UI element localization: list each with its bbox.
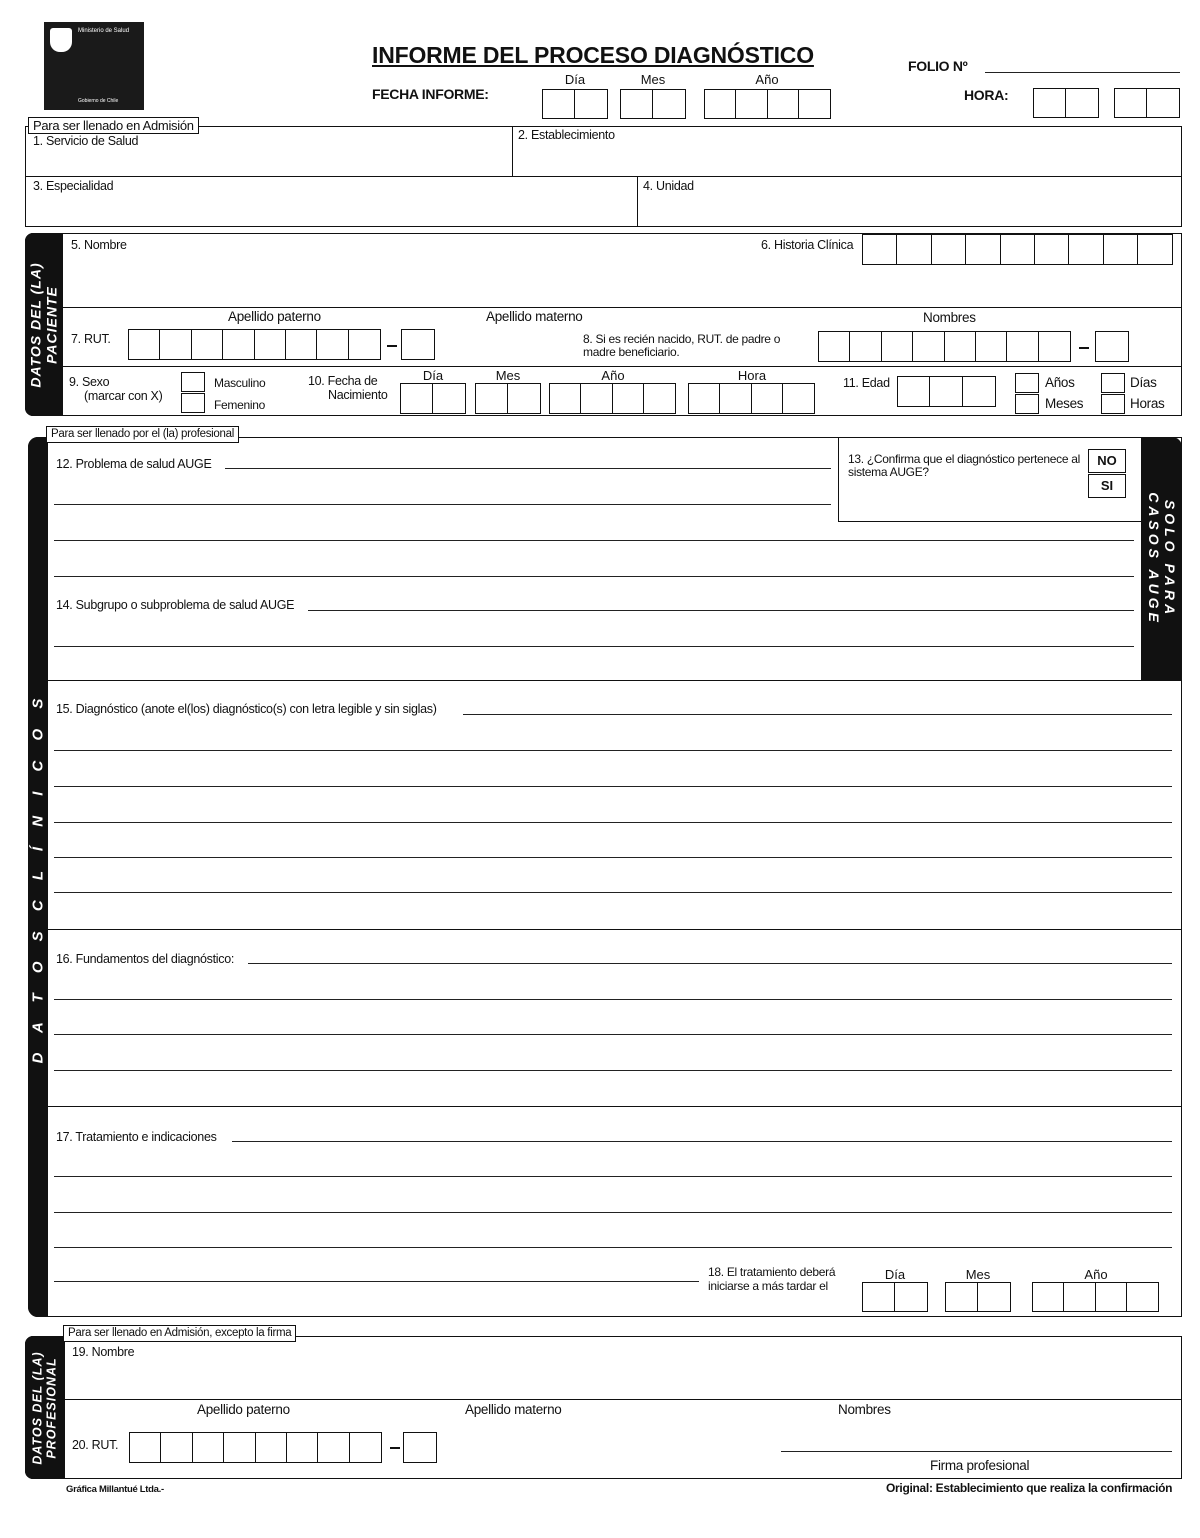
diagnostico-line-4[interactable]: [54, 822, 1172, 823]
nac-mes-header: Mes: [495, 368, 521, 383]
fecha-mes-header: Mes: [640, 72, 666, 87]
fecha-informe-label: FECHA INFORME:: [372, 86, 489, 102]
diagnostico-line-1[interactable]: [463, 714, 1172, 715]
tratamiento-label: 17. Tratamiento e indicaciones: [56, 1130, 217, 1144]
hora-hh-cells[interactable]: [1033, 88, 1098, 118]
nombre-profesional-field[interactable]: 19. Nombre: [72, 1345, 135, 1359]
fundamentos-bottom: [48, 1106, 1182, 1107]
ministry-logo: [44, 22, 144, 110]
prof-rut-cells[interactable]: [129, 1432, 380, 1463]
fundamentos-line-3[interactable]: [54, 1034, 1172, 1035]
diagnostico-label: 15. Diagnóstico (anote el(los) diagnóstico(s) con letra legible y sin siglas): [56, 702, 437, 716]
diagnostico-bottom: [48, 929, 1182, 930]
rut-cells[interactable]: [128, 329, 379, 360]
shield-icon: [50, 28, 72, 52]
fundamentos-line-1[interactable]: [248, 963, 1172, 964]
si-option[interactable]: SI: [1088, 474, 1126, 498]
diagnostico-line-6[interactable]: [54, 892, 1172, 893]
fecha-nacimiento-label-2: Nacimiento: [328, 388, 388, 402]
inicio-tratamiento-label: 18. El tratamiento deberá iniciarse a más tardar el: [708, 1265, 836, 1293]
inicio-mes-cells[interactable]: [945, 1282, 1010, 1312]
problema-auge-line-4[interactable]: [54, 576, 1134, 577]
copy-destination: Original: Establecimiento que realiza la confirmación: [886, 1481, 1173, 1495]
paciente-divider-1: [63, 307, 1182, 308]
nac-dia-header: Día: [422, 368, 444, 383]
logo-footer: Gobierno de Chile: [78, 98, 119, 104]
subgrupo-auge-label: 14. Subgrupo o subproblema de salud AUGE: [56, 598, 295, 612]
clinicos-section: [28, 437, 1182, 1317]
auge-bottom: [48, 680, 1182, 681]
nac-anio-cells[interactable]: [549, 383, 675, 414]
masculino-checkbox[interactable]: [181, 372, 205, 392]
diagnostico-line-3[interactable]: [54, 786, 1172, 787]
prof-rut-label: 20. RUT.: [72, 1438, 119, 1452]
meses-label: Meses: [1045, 396, 1084, 411]
femenino-checkbox[interactable]: [181, 393, 205, 413]
tratamiento-line-3[interactable]: [54, 1212, 1172, 1213]
dias-checkbox[interactable]: [1101, 373, 1125, 393]
folio-input[interactable]: [985, 72, 1180, 73]
sexo-label: 9. Sexo: [69, 375, 110, 389]
rut-dash: [387, 345, 397, 347]
fundamentos-label: 16. Fundamentos del diagnóstico:: [56, 952, 235, 966]
admision-vdivider-2: [637, 176, 638, 227]
auge-side-label: SOLO PARA CASOS AUGE: [1141, 437, 1182, 681]
firma-line[interactable]: [781, 1451, 1172, 1452]
no-option[interactable]: NO: [1088, 449, 1126, 473]
admision-tag: Para ser llenado en Admisión: [28, 117, 199, 134]
printer-credit: Gráfica Millantué Ltda.-: [66, 1484, 164, 1495]
nac-anio-header: Año: [601, 368, 625, 383]
historia-clinica-label: 6. Historia Clínica: [761, 238, 854, 252]
apellido-paterno-label: Apellido paterno: [228, 309, 321, 324]
inicio-dia-cells[interactable]: [862, 1282, 927, 1312]
fecha-mes-cells[interactable]: [620, 89, 685, 119]
problema-auge-line-2[interactable]: [54, 504, 831, 505]
clinicos-side-label: D A T O S C L Í N I C O S: [28, 437, 48, 1317]
fecha-anio-cells[interactable]: [704, 89, 830, 119]
edad-cells[interactable]: [897, 376, 994, 407]
firma-label: Firma profesional: [930, 1458, 1030, 1473]
nac-mes-cells[interactable]: [475, 383, 540, 414]
apellido-materno-label: Apellido materno: [486, 309, 583, 324]
rut-dv-cell[interactable]: [401, 329, 433, 360]
fecha-dia-header: Día: [564, 72, 586, 87]
prof-apellido-materno-label: Apellido materno: [465, 1402, 562, 1417]
rut-recien-nacido-label: 8. Si es recién nacido, RUT. de padre o madre beneficiario.: [583, 332, 781, 359]
inicio-dia-header: Día: [884, 1267, 906, 1282]
prof-rut-dv-cell[interactable]: [403, 1432, 435, 1463]
femenino-label: Femenino: [214, 398, 265, 412]
masculino-label: Masculino: [214, 376, 266, 390]
profesional-divider: [65, 1399, 1182, 1400]
sexo-hint: (marcar con X): [84, 389, 163, 403]
horas-label: Horas: [1130, 396, 1165, 411]
anos-label: Años: [1045, 375, 1075, 390]
servicio-salud-field[interactable]: 1. Servicio de Salud: [33, 134, 139, 148]
nombres-label: Nombres: [923, 310, 976, 325]
diagnostico-line-2[interactable]: [54, 750, 1172, 751]
folio-label: FOLIO Nº: [908, 58, 968, 74]
dias-label: Días: [1130, 375, 1157, 390]
anos-checkbox[interactable]: [1015, 373, 1039, 393]
profesional-tag: Para ser llenado en Admisión, excepto la firma: [63, 1325, 296, 1342]
diagnostico-line-5[interactable]: [54, 857, 1172, 858]
problema-auge-line-1[interactable]: [225, 468, 831, 469]
tratamiento-line-2[interactable]: [54, 1176, 1172, 1177]
prof-rut-dash: [390, 1447, 400, 1449]
logo-text: Ministerio de Salud: [78, 28, 130, 34]
tratamiento-line-4[interactable]: [54, 1247, 1172, 1248]
paciente-divider-2: [63, 366, 1182, 367]
fecha-anio-header: Año: [755, 72, 779, 87]
paciente-side-label: DATOS DEL (LA) PACIENTE: [25, 233, 63, 416]
page-title: INFORME DEL PROCESO DIAGNÓSTICO: [372, 42, 814, 68]
clinicos-tag: Para ser llenado por el (la) profesional: [46, 426, 239, 443]
fundamentos-line-4[interactable]: [54, 1070, 1172, 1071]
edad-label: 11. Edad: [843, 376, 890, 390]
especialidad-field[interactable]: 3. Especialidad: [33, 179, 114, 193]
admision-divider: [25, 176, 1182, 177]
meses-checkbox[interactable]: [1015, 394, 1039, 414]
historia-clinica-cells[interactable]: [862, 234, 1172, 265]
nac-hora-header: Hora: [737, 368, 767, 383]
subgrupo-line-2[interactable]: [54, 646, 1134, 647]
nombre-paciente-field[interactable]: 5. Nombre: [71, 238, 127, 252]
rut-padre-cells[interactable]: [818, 331, 1069, 362]
admision-vdivider-1: [512, 126, 513, 176]
prof-nombres-label: Nombres: [838, 1402, 891, 1417]
establecimiento-field[interactable]: 2. Establecimiento: [518, 128, 615, 142]
profesional-side-label: DATOS DEL (LA) PROFESIONAL: [25, 1336, 65, 1479]
rut-label: 7. RUT.: [71, 332, 111, 346]
confirma-auge-label: 13. ¿Confirma que el diagnóstico pertenece al sistema AUGE?: [848, 452, 1080, 479]
problema-auge-line-3[interactable]: [54, 540, 1134, 541]
hora-mm-cells[interactable]: [1114, 88, 1179, 118]
rut-padre-dv-cell[interactable]: [1095, 331, 1127, 362]
nac-dia-cells[interactable]: [400, 383, 465, 414]
subgrupo-line-1[interactable]: [308, 610, 1134, 611]
fecha-dia-cells[interactable]: [542, 89, 607, 119]
unidad-field[interactable]: 4. Unidad: [643, 179, 694, 193]
problema-auge-label: 12. Problema de salud AUGE: [56, 457, 212, 471]
horas-checkbox[interactable]: [1101, 394, 1125, 414]
inicio-mes-header: Mes: [965, 1267, 991, 1282]
rut-padre-dash: [1079, 347, 1089, 349]
tratamiento-line-5[interactable]: [54, 1281, 699, 1282]
inicio-anio-header: Año: [1084, 1267, 1108, 1282]
fundamentos-line-2[interactable]: [54, 999, 1172, 1000]
fecha-nacimiento-label: 10. Fecha de: [308, 374, 378, 388]
hora-label: HORA:: [964, 87, 1009, 103]
inicio-anio-cells[interactable]: [1032, 1282, 1158, 1312]
prof-apellido-paterno-label: Apellido paterno: [197, 1402, 290, 1417]
tratamiento-line-1[interactable]: [232, 1141, 1172, 1142]
nac-hora-cells[interactable]: [688, 383, 814, 414]
